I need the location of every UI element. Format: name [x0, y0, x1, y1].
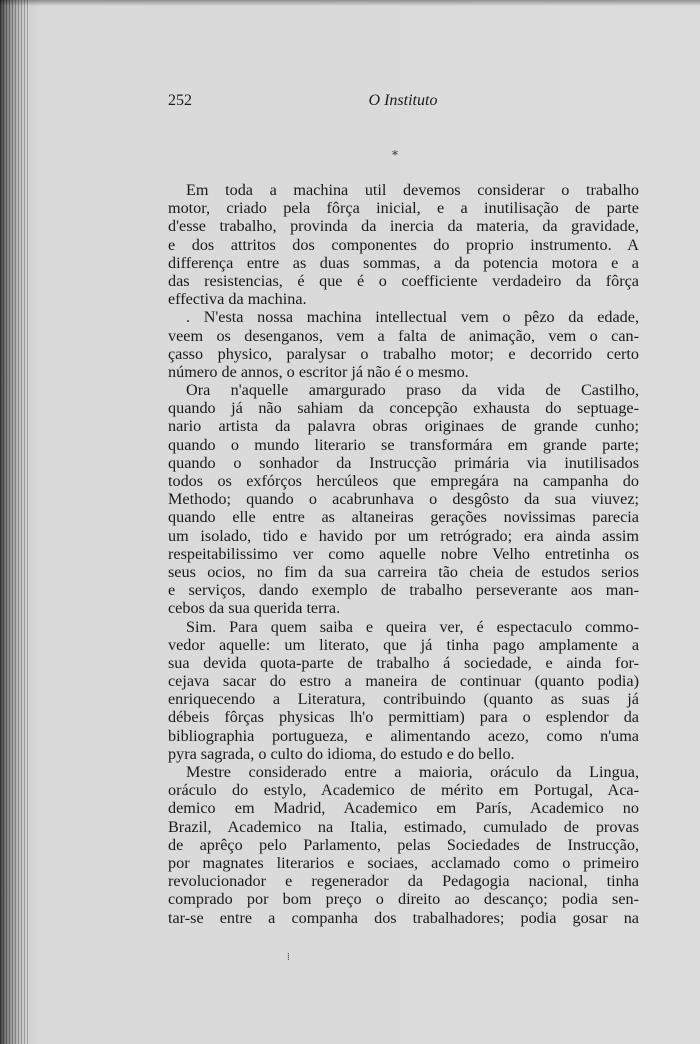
text-line: çasso physico, paralysar o trabalho motor; e decorrido certo	[168, 344, 639, 363]
body-text	[168, 181, 639, 927]
page-number: 252	[168, 92, 192, 109]
text-line: e serviços, dando exemplo de trabalho perseverante aos man-	[168, 581, 639, 600]
text-line: tar-se entre a companha dos trabalhadores; podia gosar na	[168, 908, 639, 927]
text-line: comprado por bom preço o direito ao descanço; podia sen-	[168, 890, 639, 909]
top-shadow	[0, 0, 700, 6]
running-head	[168, 92, 638, 116]
text-line: d'esse trabalho, provinda da inercia da materia, da gravidade,	[168, 217, 639, 236]
text-line: número de annos, o escritor já não é o mesmo.	[168, 362, 469, 381]
text-line: revolucionador e regenerador da Pedagogia nacional, tinha	[168, 872, 639, 891]
printer-mark: ⁞	[287, 952, 290, 963]
text-line: quando o sonhador da Instrucção primária via inutilisados	[168, 453, 639, 472]
text-line: veem os desenganos, vem a falta de animação, vem o can-	[168, 326, 639, 345]
paragraph	[168, 763, 639, 927]
text-line: demico em Madrid, Academico em París, Academico no	[168, 799, 639, 818]
text-line: Mestre considerado entre a maioria, oráculo da Lingua,	[186, 763, 639, 781]
text-line: cejava sacar do estro a maneira de continuar (quanto podia)	[168, 672, 639, 691]
text-line: das resistencias, é que é o coefficiente verdadeiro da fôrça	[168, 271, 639, 290]
text-line: débeis fôrças physicas lh'o permittiam) para o esplendor da	[168, 708, 639, 727]
text-line: differença entre as duas sommas, a da potencia motora e a	[168, 253, 639, 272]
text-line: oráculo do estylo, Academico de mérito em Portugal, Aca-	[168, 781, 639, 800]
text-line: pyra sagrada, o culto do idioma, do estudo e do bello.	[168, 744, 515, 763]
text-line: effectiva da machina.	[168, 290, 307, 309]
journal-title: O Instituto	[368, 92, 438, 109]
text-line: quando o mundo literario se transformára em grande parte;	[168, 435, 639, 454]
text-line: quando elle entre as altaneiras gerações novissimas parecia	[168, 508, 639, 527]
text-line: nario artista da palavra obras originaes de grande cunho;	[168, 417, 639, 436]
text-line: sua devida quota-parte de trabalho á sociedade, e ainda for-	[168, 653, 639, 672]
paragraph	[168, 381, 639, 617]
text-line: cebos da sua querida terra.	[168, 599, 341, 618]
text-line: e dos attritos dos componentes do proprio instrumento. A	[168, 235, 639, 254]
text-line: vedor aquelle: um literato, que já tinha pago amplamente a	[168, 635, 639, 654]
book-spine-edge	[0, 0, 30, 1044]
text-line: todos os exfórços hercúleos que empregára na campanha do	[168, 472, 639, 490]
text-line: Em toda a machina util devemos considerar o trabalho	[186, 181, 639, 199]
text-line: bibliographia portugueza, e alimentando acezo, como n'uma	[168, 726, 639, 745]
text-line: Brazil, Academico na Italia, estimado, cumulado de provas	[168, 817, 639, 836]
text-line: enriquecendo a Literatura, contribuindo (quanto as suas já	[168, 690, 639, 709]
text-line: quando já não sahiam da concepção exhausta do septuage-	[168, 399, 639, 418]
paragraph	[168, 618, 639, 764]
text-line: respeitabilissimo ver como aquelle nobre Velho entretinha os	[168, 544, 639, 563]
text-line: de aprêço pelo Parlamento, pelas Sociedades de Instrucção,	[168, 835, 639, 854]
text-line: motor, criado pela fôrça inicial, e a inutilisação de parte	[168, 199, 639, 218]
text-line: Methodo; quando o acabrunhava o desgôsto da sua viuvez;	[168, 490, 639, 509]
text-line: . N'esta nossa machina intellectual vem o pêzo da edade,	[186, 308, 639, 327]
text-line: Sim. Para quem saiba e queira ver, é espectaculo commo-	[186, 617, 639, 636]
paragraph	[168, 181, 639, 308]
text-line: Ora n'aquelle amargurado praso da vida de Castilho,	[186, 381, 639, 400]
text-line: um isolado, tido e havido por um retrógrado; era ainda assim	[168, 526, 639, 545]
paragraph	[168, 308, 639, 381]
text-line: seus ocios, no fim da sua carreira tão cheia de estudos serios	[168, 562, 639, 581]
section-ornament: *	[392, 148, 398, 162]
text-line: por magnates literarios e sociaes, acclamado como o primeiro	[168, 853, 639, 872]
